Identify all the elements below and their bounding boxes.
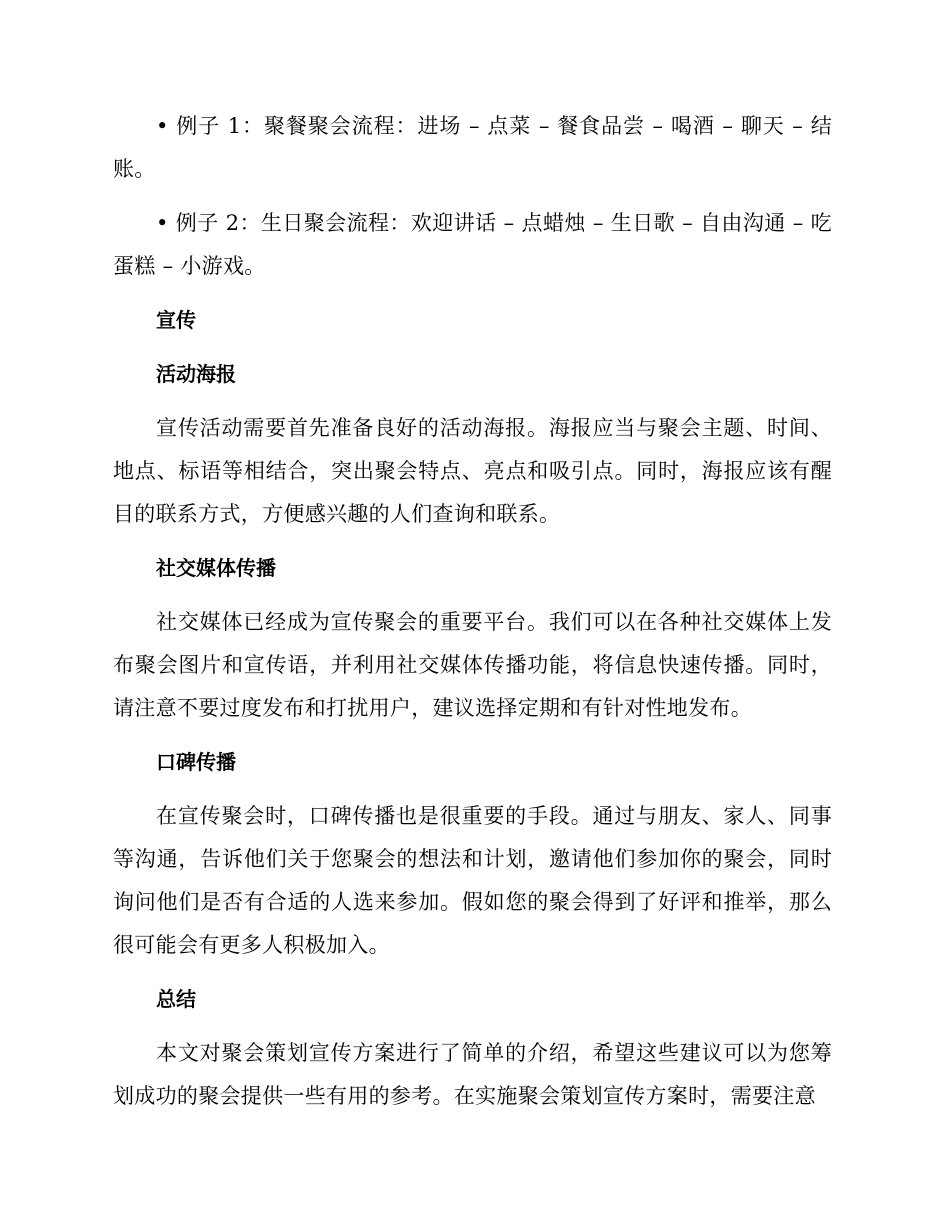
example-bullet-1: • 例子 1：聚餐聚会流程：进场 – 点菜 – 餐食品尝 – 喝酒 – 聊天 – 结账。 [113, 114, 832, 181]
subsection-heading-poster: 活动海报 [156, 362, 236, 386]
example-bullet-2: • 例子 2：生日聚会流程：欢迎讲话 – 点蜡烛 – 生日歌 – 自由沟通 – 吃蛋糕 – 小游戏。 [113, 211, 832, 278]
paragraph-word-of-mouth: 在宣传聚会时，口碑传播也是很重要的手段。通过与朋友、家人、同事等沟通，告诉他们关于您聚会的想法和计划，邀请他们参加你的聚会，同时询问他们是否有合适的人选来参加。假如您的聚会得到了好评和推举，那么很可能会有更多人积极加入。 [113, 804, 832, 957]
paragraph-poster: 宣传活动需要首先准备良好的活动海报。海报应当与聚会主题、时间、地点、标语等相结合，突出聚会特点、亮点和吸引点。同时，海报应该有醒目的联系方式，方便感兴趣的人们查询和联系。 [113, 416, 832, 526]
paragraph-summary: 本文对聚会策划宣传方案进行了简单的介绍，希望这些建议可以为您筹划成功的聚会提供一些有用的参考。在实施聚会策划宣传方案时，需要注意 [113, 1041, 832, 1108]
subsection-heading-social-media: 社交媒体传播 [156, 556, 276, 580]
section-heading-summary: 总结 [156, 987, 196, 1011]
paragraph-social-media: 社交媒体已经成为宣传聚会的重要平台。我们可以在各种社交媒体上发布聚会图片和宣传语，并利用社交媒体传播功能，将信息快速传播。同时，请注意不要过度发布和打扰用户，建议选择定期和有针对性地发布。 [113, 610, 832, 720]
section-heading-promotion: 宣传 [156, 308, 196, 332]
subsection-heading-word-of-mouth: 口碑传播 [156, 750, 236, 774]
